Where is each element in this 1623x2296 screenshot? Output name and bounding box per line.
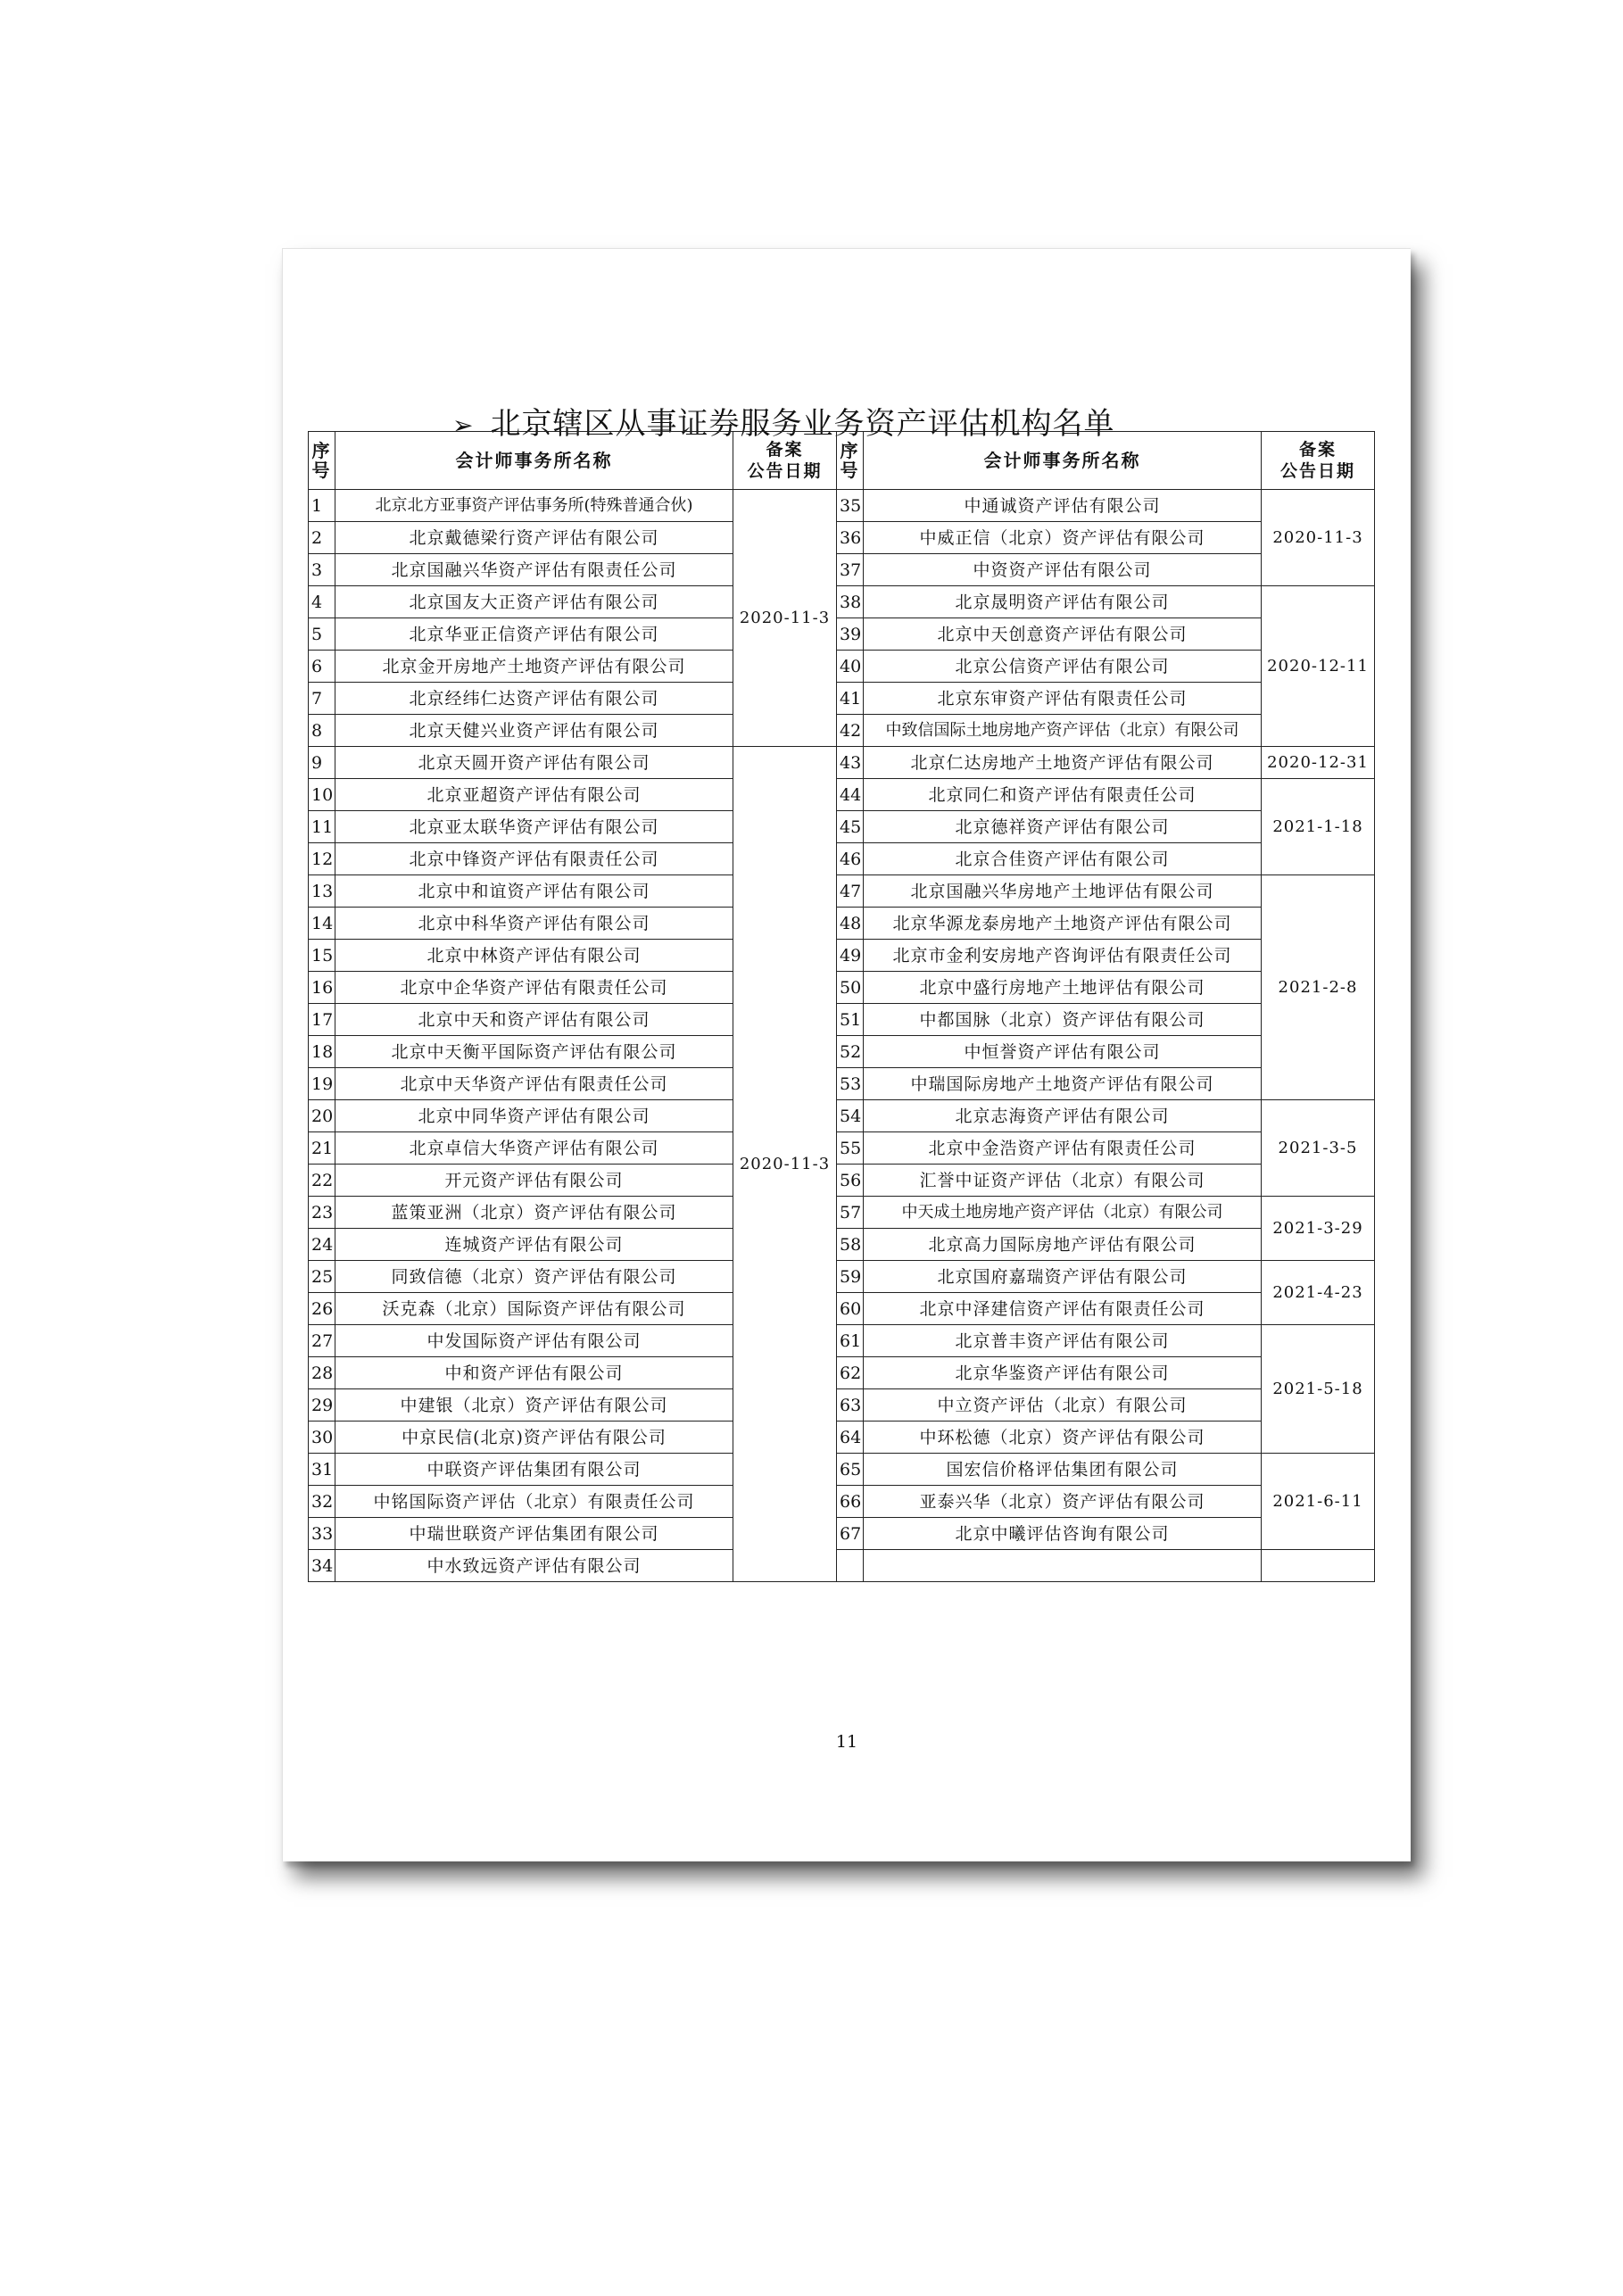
row-number: 33	[309, 1518, 335, 1550]
firm-name: 中和资产评估有限公司	[335, 1357, 733, 1389]
firm-name: 北京亚太联华资产评估有限公司	[335, 811, 733, 843]
row-number: 49	[837, 940, 864, 972]
row-number: 26	[309, 1293, 335, 1325]
table-row	[309, 940, 1375, 972]
table-row	[309, 1357, 1375, 1389]
firm-name: 北京华鉴资产评估有限公司	[864, 1357, 1262, 1389]
table-row	[309, 747, 1375, 779]
row-number: 60	[837, 1293, 864, 1325]
row-number: 10	[309, 779, 335, 811]
firm-name: 北京中天和资产评估有限公司	[335, 1004, 733, 1036]
firm-name: 中威正信（北京）资产评估有限公司	[864, 522, 1262, 554]
row-number: 45	[837, 811, 864, 843]
row-number: 63	[837, 1389, 864, 1422]
row-number: 48	[837, 908, 864, 940]
firm-name: 北京中天华资产评估有限责任公司	[335, 1068, 733, 1100]
page-number: 11	[835, 1732, 858, 1752]
firm-name: 北京合佳资产评估有限公司	[864, 843, 1262, 875]
firm-name: 北京国融兴华资产评估有限责任公司	[335, 554, 733, 586]
header-name-right: 会计师事务所名称	[864, 432, 1262, 490]
firm-name: 北京中曦评估咨询有限公司	[864, 1518, 1262, 1550]
table-row	[309, 1132, 1375, 1165]
filing-date: 2020-11-3	[733, 490, 837, 747]
firm-name: 中资资产评估有限公司	[864, 554, 1262, 586]
row-number: 66	[837, 1486, 864, 1518]
row-number: 34	[309, 1550, 335, 1582]
row-number: 39	[837, 618, 864, 651]
table-row	[309, 715, 1375, 747]
table-row	[309, 683, 1375, 715]
table-row	[309, 1422, 1375, 1454]
row-number: 13	[309, 875, 335, 908]
firm-name: 蓝策亚洲（北京）资产评估有限公司	[335, 1197, 733, 1229]
row-number: 43	[837, 747, 864, 779]
row-number: 55	[837, 1132, 864, 1165]
firm-name: 北京亚超资产评估有限公司	[335, 779, 733, 811]
arrow-bullet-icon: ➢	[452, 410, 475, 440]
table-row	[309, 1100, 1375, 1132]
row-number: 30	[309, 1422, 335, 1454]
row-number: 8	[309, 715, 335, 747]
row-number: 2	[309, 522, 335, 554]
firm-name: 北京经纬仁达资产评估有限公司	[335, 683, 733, 715]
table-body	[309, 490, 1375, 1582]
table-row	[309, 843, 1375, 875]
filing-date: 2021-1-18	[1262, 779, 1375, 875]
firm-name: 中水致远资产评估有限公司	[335, 1550, 733, 1582]
row-number: 64	[837, 1422, 864, 1454]
row-number: 24	[309, 1229, 335, 1261]
firm-name: 中发国际资产评估有限公司	[335, 1325, 733, 1357]
firm-name: 北京华亚正信资产评估有限公司	[335, 618, 733, 651]
filing-date: 2021-5-18	[1262, 1325, 1375, 1454]
row-number: 28	[309, 1357, 335, 1389]
table-row	[309, 811, 1375, 843]
row-number: 3	[309, 554, 335, 586]
row-number: 54	[837, 1100, 864, 1132]
row-number: 37	[837, 554, 864, 586]
table-row	[309, 554, 1375, 586]
row-number: 18	[309, 1036, 335, 1068]
row-number: 7	[309, 683, 335, 715]
row-number: 31	[309, 1454, 335, 1486]
page-title-text: 北京辖区从事证券服务业务资产评估机构名单	[490, 406, 1115, 442]
table-row	[309, 1004, 1375, 1036]
table-row	[309, 1325, 1375, 1357]
row-number: 9	[309, 747, 335, 779]
row-number: 12	[309, 843, 335, 875]
row-number: 46	[837, 843, 864, 875]
firm-name: 北京晟明资产评估有限公司	[864, 586, 1262, 618]
table-row	[309, 1036, 1375, 1068]
row-number: 16	[309, 972, 335, 1004]
firm-name: 北京天圆开资产评估有限公司	[335, 747, 733, 779]
row-number: 40	[837, 651, 864, 683]
firm-name: 北京市金利安房地产咨询评估有限责任公司	[864, 940, 1262, 972]
firm-name: 中天成土地房地产资产评估（北京）有限公司	[864, 1197, 1262, 1229]
row-number: 56	[837, 1165, 864, 1197]
filing-date: 2021-6-11	[1262, 1454, 1375, 1550]
row-number: 4	[309, 586, 335, 618]
filing-date: 2021-2-8	[1262, 875, 1375, 1100]
row-number: 57	[837, 1197, 864, 1229]
row-number: 59	[837, 1261, 864, 1293]
firm-name: 中联资产评估集团有限公司	[335, 1454, 733, 1486]
row-number: 61	[837, 1325, 864, 1357]
firm-name: 北京中和谊资产评估有限公司	[335, 875, 733, 908]
row-number: 52	[837, 1036, 864, 1068]
table-row	[309, 651, 1375, 683]
table-row	[309, 1550, 1375, 1582]
firm-name: 北京国友大正资产评估有限公司	[335, 586, 733, 618]
firm-name: 北京中金浩资产评估有限责任公司	[864, 1132, 1262, 1165]
firm-name: 中瑞世联资产评估集团有限公司	[335, 1518, 733, 1550]
firm-name: 中建银（北京）资产评估有限公司	[335, 1389, 733, 1422]
table-row	[309, 1518, 1375, 1550]
firm-name: 中京民信(北京)资产评估有限公司	[335, 1422, 733, 1454]
filing-date	[1262, 1550, 1375, 1582]
row-number: 47	[837, 875, 864, 908]
table-row	[309, 490, 1375, 522]
table-row	[309, 1261, 1375, 1293]
filing-date: 2020-12-11	[1262, 586, 1375, 747]
table-row	[309, 972, 1375, 1004]
row-number: 58	[837, 1229, 864, 1261]
firm-name: 北京中天创意资产评估有限公司	[864, 618, 1262, 651]
firm-name: 北京中泽建信资产评估有限责任公司	[864, 1293, 1262, 1325]
firm-name: 北京国府嘉瑞资产评估有限公司	[864, 1261, 1262, 1293]
row-number: 32	[309, 1486, 335, 1518]
table-row	[309, 618, 1375, 651]
table-row	[309, 1229, 1375, 1261]
firm-name: 北京中锋资产评估有限责任公司	[335, 843, 733, 875]
firm-name: 中恒誉资产评估有限公司	[864, 1036, 1262, 1068]
firm-name: 中通诚资产评估有限公司	[864, 490, 1262, 522]
firm-name: 北京卓信大华资产评估有限公司	[335, 1132, 733, 1165]
header-name-left: 会计师事务所名称	[335, 432, 733, 490]
row-number: 29	[309, 1389, 335, 1422]
firm-name: 国宏信价格评估集团有限公司	[864, 1454, 1262, 1486]
firm-name: 北京高力国际房地产评估有限公司	[864, 1229, 1262, 1261]
filing-date: 2020-12-31	[1262, 747, 1375, 779]
row-number: 53	[837, 1068, 864, 1100]
document-page	[282, 248, 1411, 1861]
firm-name: 北京中盛行房地产土地评估有限公司	[864, 972, 1262, 1004]
filing-date: 2020-11-3	[1262, 490, 1375, 586]
row-number: 44	[837, 779, 864, 811]
table-row	[309, 1197, 1375, 1229]
row-number: 22	[309, 1165, 335, 1197]
row-number: 42	[837, 715, 864, 747]
firm-name: 中致信国际土地房地产资产评估（北京）有限公司	[864, 715, 1262, 747]
row-number: 50	[837, 972, 864, 1004]
header-num-left: 序 号	[309, 432, 335, 490]
table-row	[309, 1165, 1375, 1197]
firm-name: 中铭国际资产评估（北京）有限责任公司	[335, 1486, 733, 1518]
firm-name: 沃克森（北京）国际资产评估有限公司	[335, 1293, 733, 1325]
firm-name: 北京中科华资产评估有限公司	[335, 908, 733, 940]
table-row	[309, 1454, 1375, 1486]
row-number: 5	[309, 618, 335, 651]
firm-name: 北京中林资产评估有限公司	[335, 940, 733, 972]
row-number: 65	[837, 1454, 864, 1486]
table-row	[309, 875, 1375, 908]
row-number: 35	[837, 490, 864, 522]
header-num-right: 序 号	[837, 432, 864, 490]
row-number: 14	[309, 908, 335, 940]
row-number: 15	[309, 940, 335, 972]
firm-name: 北京德祥资产评估有限公司	[864, 811, 1262, 843]
row-number	[837, 1550, 864, 1582]
table-row	[309, 1068, 1375, 1100]
firm-name: 同致信德（北京）资产评估有限公司	[335, 1261, 733, 1293]
row-number: 27	[309, 1325, 335, 1357]
firm-name: 北京仁达房地产土地资产评估有限公司	[864, 747, 1262, 779]
firm-name: 中环松德（北京）资产评估有限公司	[864, 1422, 1262, 1454]
firm-name: 中都国脉（北京）资产评估有限公司	[864, 1004, 1262, 1036]
header-date-left: 备案 公告日期	[733, 432, 837, 490]
row-number: 25	[309, 1261, 335, 1293]
row-number: 36	[837, 522, 864, 554]
table-row	[309, 908, 1375, 940]
firm-name: 北京戴德梁行资产评估有限公司	[335, 522, 733, 554]
table-row	[309, 1293, 1375, 1325]
row-number: 41	[837, 683, 864, 715]
row-number: 21	[309, 1132, 335, 1165]
firm-name: 中瑞国际房地产土地资产评估有限公司	[864, 1068, 1262, 1100]
firm-name: 北京普丰资产评估有限公司	[864, 1325, 1262, 1357]
row-number: 6	[309, 651, 335, 683]
table-row	[309, 779, 1375, 811]
row-number: 1	[309, 490, 335, 522]
firm-name: 北京国融兴华房地产土地评估有限公司	[864, 875, 1262, 908]
header-date-right: 备案 公告日期	[1262, 432, 1375, 490]
row-number: 23	[309, 1197, 335, 1229]
filing-date: 2020-11-3	[733, 747, 837, 1582]
firm-name: 北京中企华资产评估有限责任公司	[335, 972, 733, 1004]
firm-name: 亚泰兴华（北京）资产评估有限公司	[864, 1486, 1262, 1518]
filing-date: 2021-3-5	[1262, 1100, 1375, 1197]
table-row	[309, 586, 1375, 618]
firm-name: 北京同仁和资产评估有限责任公司	[864, 779, 1262, 811]
row-number: 67	[837, 1518, 864, 1550]
row-number: 51	[837, 1004, 864, 1036]
table-header-row	[309, 432, 1375, 490]
row-number: 20	[309, 1100, 335, 1132]
table-row	[309, 1486, 1375, 1518]
row-number: 17	[309, 1004, 335, 1036]
row-number: 11	[309, 811, 335, 843]
row-number: 19	[309, 1068, 335, 1100]
filing-date: 2021-4-23	[1262, 1261, 1375, 1325]
firm-name: 北京中同华资产评估有限公司	[335, 1100, 733, 1132]
table-row	[309, 1389, 1375, 1422]
firm-name: 北京金开房地产土地资产评估有限公司	[335, 651, 733, 683]
firm-name	[864, 1550, 1262, 1582]
firm-name: 汇誉中证资产评估（北京）有限公司	[864, 1165, 1262, 1197]
firm-name: 北京公信资产评估有限公司	[864, 651, 1262, 683]
firm-name: 北京天健兴业资产评估有限公司	[335, 715, 733, 747]
filing-date: 2021-3-29	[1262, 1197, 1375, 1261]
firm-name: 北京东审资产评估有限责任公司	[864, 683, 1262, 715]
firm-name: 连城资产评估有限公司	[335, 1229, 733, 1261]
firm-name: 中立资产评估（北京）有限公司	[864, 1389, 1262, 1422]
firm-roster-table	[308, 431, 1375, 1582]
firm-name: 北京北方亚事资产评估事务所(特殊普通合伙)	[335, 490, 733, 522]
row-number: 38	[837, 586, 864, 618]
table-row	[309, 522, 1375, 554]
row-number: 62	[837, 1357, 864, 1389]
firm-name: 开元资产评估有限公司	[335, 1165, 733, 1197]
firm-name: 北京华源龙泰房地产土地资产评估有限公司	[864, 908, 1262, 940]
firm-name: 北京志海资产评估有限公司	[864, 1100, 1262, 1132]
firm-name: 北京中天衡平国际资产评估有限公司	[335, 1036, 733, 1068]
